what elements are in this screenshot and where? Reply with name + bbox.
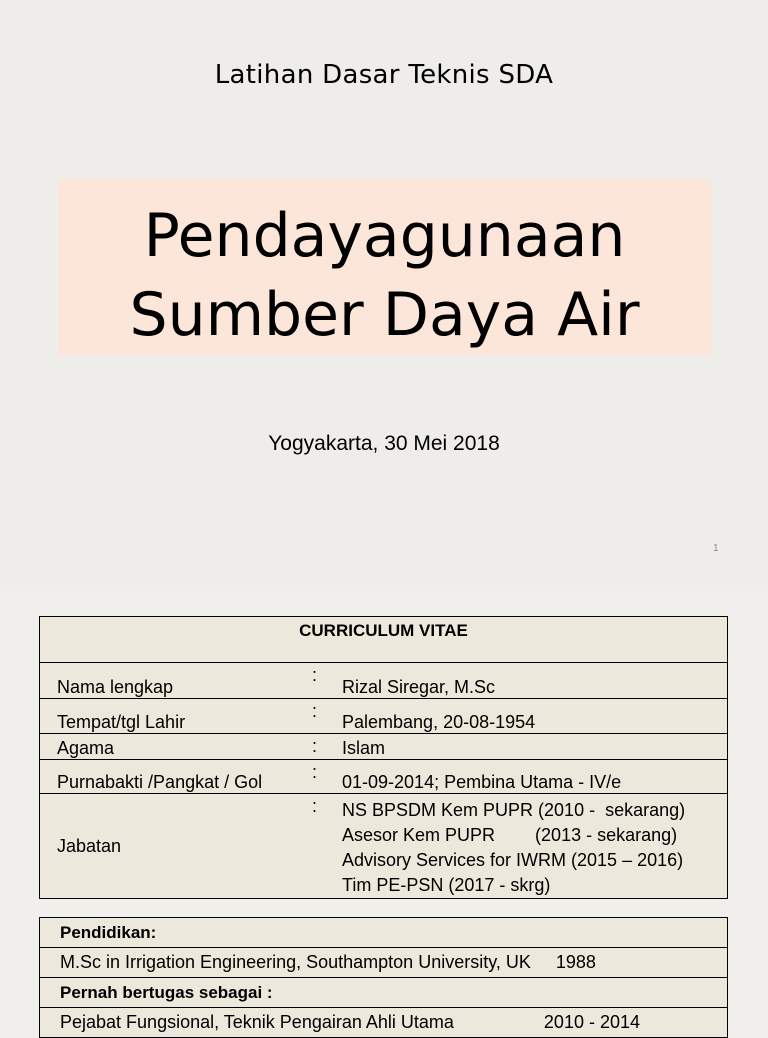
- cv-value-list: [342, 794, 728, 899]
- cv-row-birth: [40, 699, 728, 734]
- main-title: [58, 197, 711, 355]
- education-heading: Pendidikan:: [40, 918, 728, 948]
- cv-header-row: [40, 617, 728, 663]
- cv-colon: :: [312, 760, 342, 794]
- place-date: Yogyakarta, 30 Mei 2018: [268, 432, 500, 455]
- position-line: Tim PE-PSN (2017 - skrg): [342, 875, 551, 895]
- main-title-line-2: Sumber Daya Air: [129, 280, 640, 350]
- cv-value: 01-09-2014; Pembina Utama - IV/e: [342, 760, 728, 794]
- cv-label: Jabatan: [40, 794, 313, 899]
- cv-label: Tempat/tgl Lahir: [40, 699, 313, 734]
- education-degree-row: [40, 948, 728, 978]
- cv-colon: :: [312, 734, 342, 760]
- position-line: Asesor Kem PUPR (2013 - sekarang): [342, 825, 678, 845]
- cv-label: Purnabakti /Pangkat / Gol: [40, 760, 313, 794]
- cv-row-name: [40, 663, 728, 699]
- main-title-line-1: Pendayagunaan: [143, 201, 626, 271]
- position-line: Advisory Services for IWRM (2015 – 2016): [342, 850, 684, 870]
- cv-value: Islam: [342, 734, 728, 760]
- duty-heading-row: [40, 978, 728, 1008]
- position-line: NS BPSDM Kem PUPR (2010 - sekarang): [342, 800, 686, 820]
- education-degree: M.Sc in Irrigation Engineering, Southampton University, UK: [60, 952, 531, 972]
- title-box: [58, 179, 711, 355]
- education-degree-cell: [40, 948, 728, 978]
- cv-colon: :: [312, 794, 342, 899]
- education-heading-row: [40, 918, 728, 948]
- duty-heading: Pernah bertugas sebagai :: [40, 978, 728, 1008]
- education-table: [39, 917, 728, 1038]
- course-title: Latihan Dasar Teknis SDA: [214, 60, 554, 90]
- duty-years: 2010 - 2014: [543, 1012, 641, 1032]
- cv-table: [39, 616, 728, 899]
- education-degree-year: 1988: [555, 952, 596, 972]
- cv-row-religion: [40, 734, 728, 760]
- cv-label: Nama lengkap: [40, 663, 313, 699]
- cv-colon: :: [312, 663, 342, 699]
- cv-row-retirement: [40, 760, 728, 794]
- cv-row-position: [40, 794, 728, 899]
- cv-value: Rizal Siregar, M.Sc: [342, 663, 728, 699]
- duty-title: Pejabat Fungsional, Teknik Pengairan Ahli Utama: [60, 1012, 454, 1032]
- duty-cell: [40, 1008, 728, 1038]
- cv-label: Agama: [40, 734, 313, 760]
- cv-header: CURRICULUM VITAE: [40, 617, 728, 663]
- cv-value: Palembang, 20-08-1954: [342, 699, 728, 734]
- duty-row: [40, 1008, 728, 1038]
- cv-colon: :: [312, 699, 342, 734]
- page-number: 1: [713, 543, 719, 554]
